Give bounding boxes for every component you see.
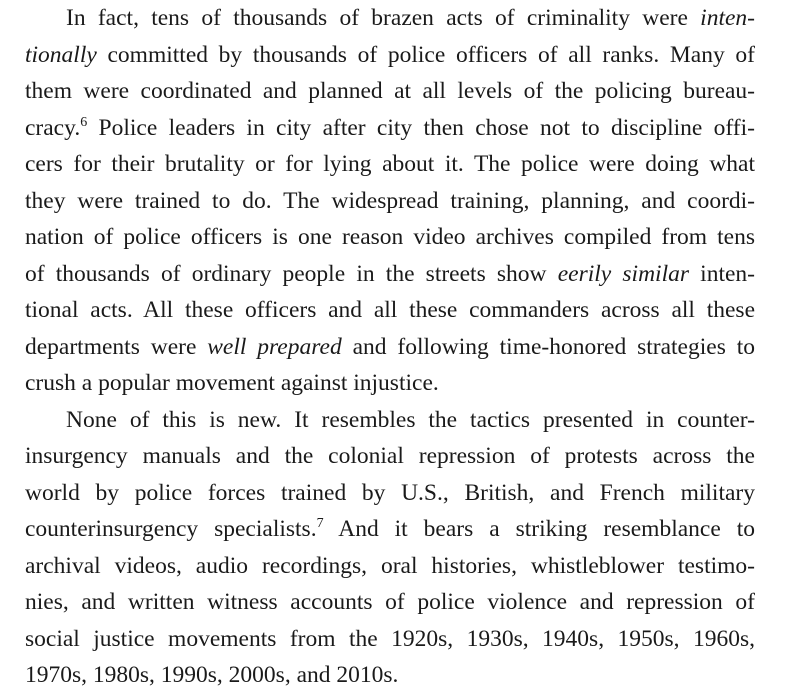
text-line xyxy=(25,584,755,621)
text-line xyxy=(25,657,755,694)
document-page xyxy=(25,0,755,694)
text-segment: archival videos, audio recordings, oral histories, whistleblower testimo- xyxy=(25,552,755,579)
text-segment: counterinsurgency specialists. xyxy=(25,516,317,542)
text-line xyxy=(25,548,755,585)
text-segment: they were trained to do. The widespread training, planning, and coordi- xyxy=(25,187,755,214)
text-segment: tional acts. All these officers and all these commanders across all these xyxy=(25,297,755,323)
text-line xyxy=(25,329,755,366)
text-segment: committed by thousands of police officers of all ranks. Many of xyxy=(96,41,755,68)
italic-text: tionally xyxy=(25,41,97,68)
text-line xyxy=(25,511,755,548)
text-segment: None of this is new. It resembles the tactics presented in counter- xyxy=(66,406,755,433)
italic-text: inten- xyxy=(700,5,755,31)
text-segment: crush a popular movement against injustice. xyxy=(25,370,439,396)
paragraph xyxy=(25,0,755,402)
text-segment: nies, and written witness accounts of police violence and repression of xyxy=(25,589,755,615)
text-segment: departments were xyxy=(25,333,208,360)
text-segment: social justice movements from the 1920s, 1930s, 1940s, 1950s, 1960s, xyxy=(25,625,755,652)
footnote-marker: 7 xyxy=(316,516,324,531)
text-segment: them were coordinated and planned at all levels of the policing bureau- xyxy=(25,78,755,104)
text-segment: inten- xyxy=(689,260,755,287)
text-segment: Police leaders in city after city then chose not to discipline offi- xyxy=(87,114,755,141)
text-line xyxy=(25,146,755,183)
text-line xyxy=(25,219,755,256)
text-segment: world by police forces trained by U.S., British, and French military xyxy=(25,479,755,506)
paragraph xyxy=(25,402,755,694)
text-segment: cracy. xyxy=(25,114,81,141)
text-line xyxy=(25,0,755,37)
text-segment: 1970s, 1980s, 1990s, 2000s, and 2010s. xyxy=(25,662,399,688)
text-segment: In fact, tens of thousands of brazen acts of criminality were xyxy=(66,5,701,31)
italic-text: well prepared xyxy=(207,333,342,360)
text-line xyxy=(25,475,755,512)
text-line xyxy=(25,73,755,110)
text-line xyxy=(25,621,755,658)
text-line xyxy=(25,110,755,147)
text-segment: of thousands of ordinary people in the streets show xyxy=(25,260,558,287)
text-segment: And it bears a striking resemblance to xyxy=(323,516,755,542)
text-segment: cers for their brutality or for lying about it. The police were doing what xyxy=(25,151,755,177)
text-segment: insurgency manuals and the colonial repression of protests across the xyxy=(25,443,755,469)
text-line xyxy=(25,402,755,439)
text-line xyxy=(25,438,755,475)
text-line xyxy=(25,183,755,220)
text-line xyxy=(25,292,755,329)
text-line xyxy=(25,256,755,293)
text-segment: nation of police officers is one reason video archives compiled from tens xyxy=(25,224,755,250)
italic-text: eerily similar xyxy=(557,260,689,287)
text-segment: and following time-honored strategies to xyxy=(341,333,755,360)
text-line xyxy=(25,365,755,402)
text-line xyxy=(25,37,755,74)
footnote-marker: 6 xyxy=(80,114,88,130)
